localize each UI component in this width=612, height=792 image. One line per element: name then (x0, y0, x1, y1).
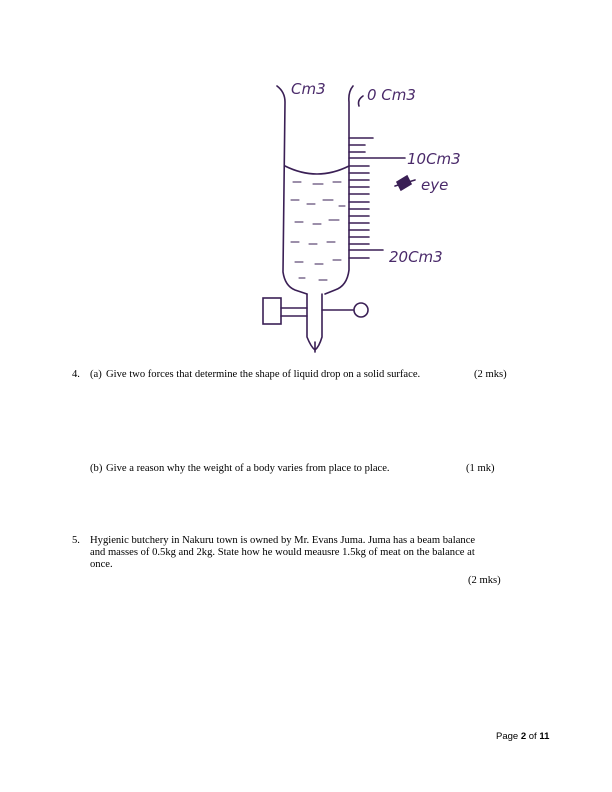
question-part: (b) (90, 463, 103, 474)
burette-left-wall (277, 86, 307, 294)
question-text-line-1: Hygienic butchery in Nakuru town is owned by Mr. Evans Juma. Juma has a beam balance (90, 535, 476, 546)
question-text: Give a reason why the weight of a body varies from place to place. (106, 463, 390, 474)
label-eye: eye (421, 176, 449, 194)
question-text-line-2: and masses of 0.5kg and 2kg. State how he would meausre 1.5kg of meat on the balance at (90, 547, 475, 558)
label-ten-mark: 10Cm3 (407, 150, 461, 168)
question-text: Give two forces that determine the shape of liquid drop on a solid surface. (106, 369, 421, 380)
question-marks: (2 mks) (474, 369, 507, 380)
question-4b (90, 462, 530, 476)
question-4a (72, 368, 542, 382)
question-part: (a) (90, 369, 102, 380)
page-number: 2 (520, 731, 527, 742)
question-text-line-3: once. (90, 559, 113, 570)
liquid-shading (291, 182, 345, 280)
question-number: 5. (72, 535, 80, 546)
tap-handle (263, 298, 281, 324)
page-footer (496, 731, 549, 742)
label-zero-mark: 0 Cm3 (367, 86, 416, 104)
burette-drawing (255, 72, 520, 357)
graduation-ticks (349, 138, 405, 258)
total-pages: 11 (539, 731, 550, 742)
burette-figure (255, 72, 520, 357)
question-marks: (1 mk) (466, 463, 495, 474)
meniscus (285, 166, 349, 174)
page-label: Page (496, 731, 519, 742)
question-number: 4. (72, 369, 80, 380)
of-label: of (528, 731, 537, 742)
label-top-left: Cm3 (291, 80, 326, 98)
question-5 (72, 534, 542, 594)
label-twenty-mark: 20Cm3 (389, 248, 443, 266)
question-marks: (2 mks) (468, 575, 501, 586)
tap-knob (354, 303, 368, 317)
burette-right-wall (325, 86, 353, 294)
